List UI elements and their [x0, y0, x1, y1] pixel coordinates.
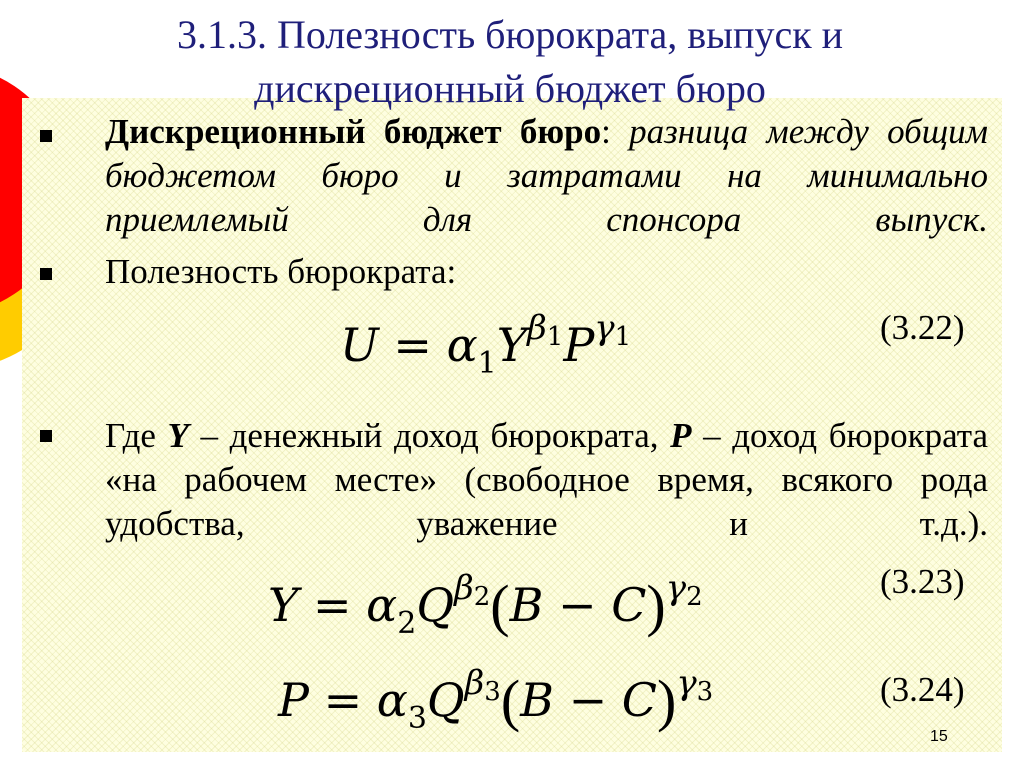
- utility-heading: Полезность бюрократа:: [105, 252, 457, 291]
- definition-paragraph: Дискреционный бюджет бюро: разница между общим бюджетом бюро и затратами на минимально приемлемый для спонсора выпуск.: [105, 112, 988, 239]
- bullet-marker: [40, 268, 52, 280]
- equation-number: (3.24): [880, 670, 965, 709]
- term: Дискреционный бюджет бюро: [105, 112, 602, 151]
- page-number: 15: [930, 728, 948, 745]
- slide-title: 3.1.3. Полезность бюрократа, выпуск и дискреционный бюджет бюро: [176, 12, 844, 111]
- bullet-marker: [40, 430, 52, 442]
- formula-3-23: $Y = \alpha_2Q^{\beta_2}(B - C)^{\gamma_2}$: [268, 568, 703, 641]
- equation-number: (3.22): [880, 308, 965, 347]
- bullet-marker: [40, 130, 52, 142]
- formula-3-24: $P = \alpha_3Q^{\beta_3}(B - C)^{\gamma_3}$: [278, 663, 714, 736]
- variables-paragraph: Где Y – денежный доход бюрократа, P – доход бюрократа «на рабочем месте» (свободное время, всякого рода удобства, уважение и т.д.).: [105, 416, 989, 543]
- formula-3-22: $U = \alpha_1Y^{\beta_1}P^{\gamma_1}$: [340, 308, 632, 381]
- definition-text: разница между общим бюджетом бюро и затратами на минимально приемлемый для спонсора выпуск.: [105, 112, 988, 239]
- equation-number: (3.23): [880, 562, 965, 601]
